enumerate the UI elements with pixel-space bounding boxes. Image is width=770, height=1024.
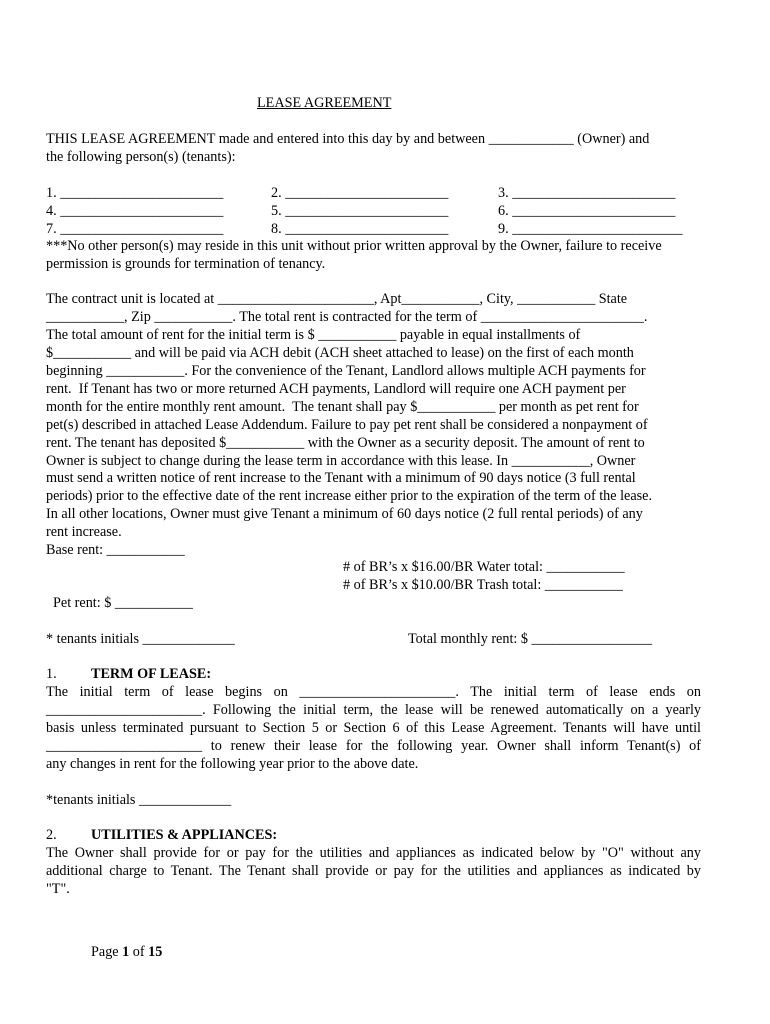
section-1-line: any changes in rent for the following year prior to the above date. <box>46 756 419 772</box>
trash-total-field: # of BR’s x $10.00/BR Trash total: ___________ <box>343 577 623 593</box>
tenant-field-8: 8. _______________________ <box>271 221 449 237</box>
rent-paragraph-line: must send a written notice of rent increase to the Tenant with a minimum of 90 days notice (3 full rental <box>46 470 636 486</box>
page-label: Page <box>91 944 119 960</box>
total-monthly-rent-field: Total monthly rent: $ _________________ <box>408 631 653 647</box>
rent-paragraph-line: In all other locations, Owner must give Tenant a minimum of 60 days notice (2 full rental periods) of any <box>46 506 643 522</box>
total-pages-number: 15 <box>148 944 163 960</box>
rent-paragraph-line: The total amount of rent for the initial term is $ ___________ payable in equal installments of <box>46 327 581 343</box>
section-2-line: additional charge to Tenant. The Tenant shall provide or pay for the utilities and appliances as indicated by <box>46 863 701 879</box>
rent-paragraph-line: beginning ___________. For the convenience of the Tenant, Landlord allows multiple ACH payments for <box>46 363 646 379</box>
rent-paragraph-line: The contract unit is located at ______________________, Apt___________, City, ___________ State <box>46 291 628 307</box>
occupancy-notice-line-2: permission is grounds for termination of tenancy. <box>46 256 326 272</box>
tenant-field-4: 4. _______________________ <box>46 203 224 219</box>
page-footer <box>91 943 162 961</box>
section-1-line: The initial term of lease begins on ______________________. The initial term of lease ends on <box>46 684 701 700</box>
tenant-field-2: 2. _______________________ <box>271 185 449 201</box>
rent-paragraph-line: $___________ and will be paid via ACH debit (ACH sheet attached to lease) on the first of each month <box>46 345 634 361</box>
section-2-line: The Owner shall provide for or pay for the utilities and appliances as indicated below by "O" without any <box>46 845 701 861</box>
tenant-field-7: 7. _______________________ <box>46 221 224 237</box>
section-1-line: ______________________. Following the initial term, the lease will be renewed automatically on a yearly <box>46 702 701 718</box>
document-title: LEASE AGREEMENT <box>257 95 392 111</box>
section-2-line: "T". <box>46 881 70 897</box>
base-rent-field: Base rent: ___________ <box>46 542 185 558</box>
intro-line-1: THIS LEASE AGREEMENT made and entered into this day by and between ____________ (Owner) and <box>46 131 650 147</box>
tenant-field-5: 5. _______________________ <box>271 203 449 219</box>
current-page-number: 1 <box>122 944 130 960</box>
section-1-line: ______________________ to renew their lease for the following year. Owner shall inform Tenant(s) of <box>46 738 701 754</box>
occupancy-notice-line-1: ***No other person(s) may reside in this unit without prior written approval by the Owner, failure to receive <box>46 238 662 254</box>
rent-paragraph-line: month for the entire monthly rent amount. The tenant shall pay $___________ per month as pet rent for <box>46 399 639 415</box>
section-2-number: 2. <box>46 827 57 843</box>
rent-paragraph-line: rent. The tenant has deposited $___________ with the Owner as a security deposit. The amount of rent to <box>46 435 645 451</box>
tenant-field-6: 6. _______________________ <box>498 203 676 219</box>
rent-paragraph-line: Owner is subject to change during the lease term in accordance with this lease. In ___________, Owner <box>46 453 636 469</box>
water-total-field: # of BR’s x $16.00/BR Water total: ___________ <box>343 559 625 575</box>
rent-paragraph-line: pet(s) described in attached Lease Addendum. Failure to pay pet rent shall be considered a nonpayment of <box>46 417 648 433</box>
rent-paragraph-line: rent increase. <box>46 524 122 540</box>
section-1-heading: TERM OF LEASE: <box>91 666 212 682</box>
of-label: of <box>132 944 145 960</box>
tenant-field-3: 3. _______________________ <box>498 185 676 201</box>
section-1-line: basis unless terminated pursuant to Section 5 or Section 6 of this Lease Agreement. Tenants will have until <box>46 720 701 736</box>
rent-paragraph-line: ___________, Zip ___________. The total rent is contracted for the term of _______________________. <box>46 309 648 325</box>
rent-paragraph-line: rent. If Tenant has two or more returned ACH payments, Landlord will require one ACH payment per <box>46 381 626 397</box>
section-2-heading: UTILITIES & APPLIANCES: <box>91 827 278 843</box>
pet-rent-field: Pet rent: $ ___________ <box>53 595 193 611</box>
tenants-initials-field: * tenants initials _____________ <box>46 631 235 647</box>
tenant-field-9: 9. ________________________ <box>498 221 683 237</box>
rent-paragraph-line: periods) prior to the effective date of the rent increase either prior to the expiration of the term of the lease. <box>46 488 653 504</box>
section-1-number: 1. <box>46 666 57 682</box>
intro-line-2: the following person(s) (tenants): <box>46 149 236 165</box>
tenant-field-1: 1. _______________________ <box>46 185 224 201</box>
section-1-initials-field: *tenants initials _____________ <box>46 792 232 808</box>
